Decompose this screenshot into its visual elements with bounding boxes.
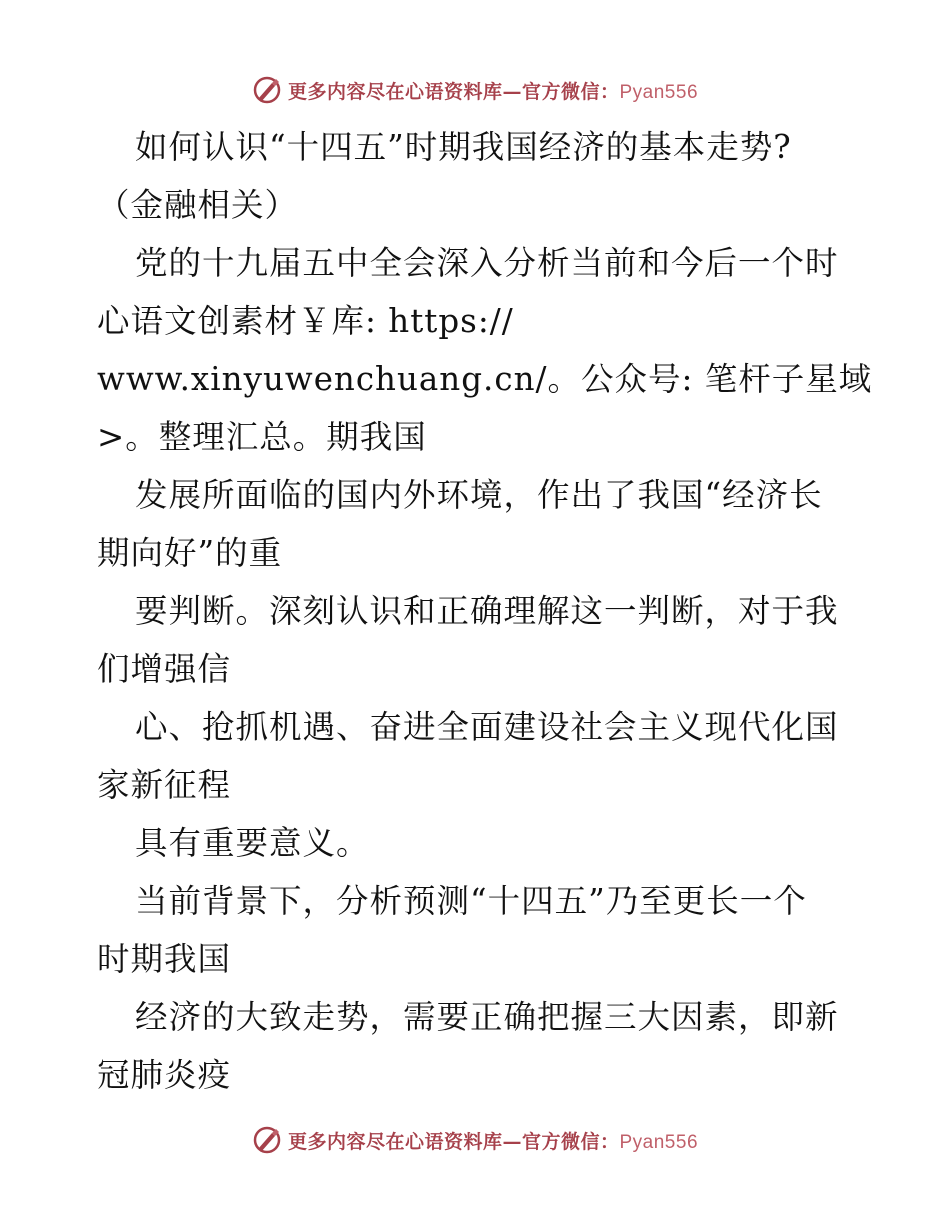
wechat-id: Pyan556 <box>619 81 699 103</box>
paragraph-line: 期向好”的重 <box>97 534 283 572</box>
paragraph-line: 冠肺炎疫 <box>97 1056 232 1094</box>
paragraph-line: 心语文创素材￥库: https:// <box>97 302 514 340</box>
paragraph-line: 心、抢抓机遇、奋进全面建设社会主义现代化国 <box>135 708 839 746</box>
title-line-1: 如何认识“十四五”时期我国经济的基本走势? <box>135 128 792 166</box>
footer-watermark-banner <box>0 1120 950 1160</box>
paragraph-line: 具有重要意义。 <box>135 824 370 862</box>
banner-text: 更多内容尽在心语资料库—官方微信：Pyan556 <box>287 80 699 103</box>
header-watermark-banner <box>0 70 950 110</box>
document-body <box>97 118 873 1104</box>
paragraph-line: 时期我国 <box>97 940 232 978</box>
paragraph-line: 们增强信 <box>97 650 232 688</box>
paragraph-line: 党的十九届五中全会深入分析当前和今后一个时 <box>135 244 839 282</box>
title-line-2: （金融相关） <box>97 186 299 224</box>
paragraph-line: 经济的大致走势，需要正确把握三大因素，即新 <box>135 998 839 1036</box>
pen-circle-logo-icon <box>252 1125 282 1155</box>
wechat-id: Pyan556 <box>619 1131 699 1153</box>
banner-text: 更多内容尽在心语资料库—官方微信：Pyan556 <box>287 1130 699 1153</box>
paragraph-line: >。整理汇总。期我国 <box>97 418 427 456</box>
paragraph-line: www.xinyuwenchuang.cn/。公众号: 笔杆子星域 <box>97 360 873 398</box>
paragraph-line: 家新征程 <box>97 766 232 804</box>
paragraph-line: 当前背景下，分析预测“十四五”乃至更长一个 <box>135 882 807 920</box>
pen-circle-logo-icon <box>252 75 282 105</box>
paragraph-line: 要判断。深刻认识和正确理解这一判断，对于我 <box>135 592 839 630</box>
paragraph-line: 发展所面临的国内外环境，作出了我国“经济长 <box>135 476 823 514</box>
